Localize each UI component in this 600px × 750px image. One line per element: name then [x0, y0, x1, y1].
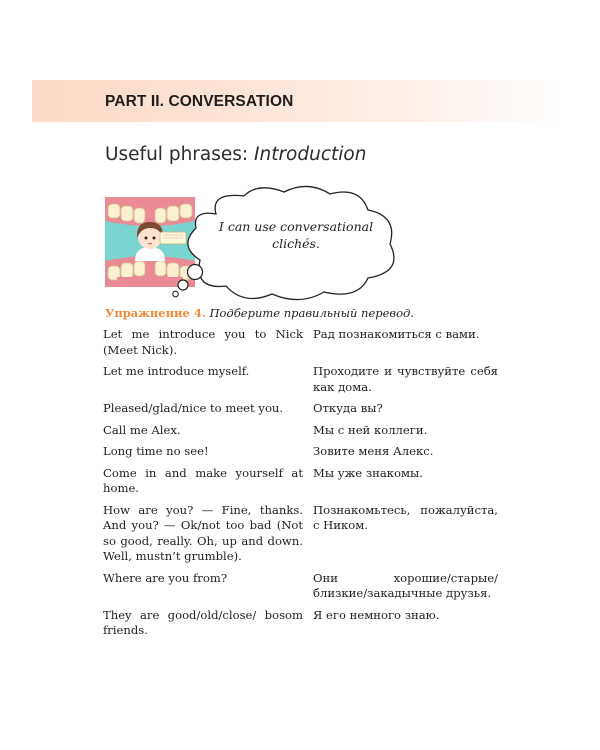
russian-translation: Мы уже знакомы.	[313, 465, 423, 480]
russian-translation: Я его немного знаю.	[313, 607, 440, 622]
russian-translation: Проходите и чувствуйте себя как дома.	[313, 364, 498, 394]
phrase-row	[103, 364, 498, 401]
russian-translation: Откуда вы?	[313, 401, 383, 415]
phrase-row	[103, 503, 498, 571]
russian-translation: Зовите меня Алекс.	[313, 444, 434, 458]
english-phrase: Long time no see!	[103, 444, 209, 458]
phrase-row	[103, 608, 498, 645]
english-phrase: Let me introduce myself.	[103, 364, 250, 378]
english-phrase: Call me Alex.	[103, 422, 181, 437]
phrase-row	[103, 444, 498, 466]
bubble-text: I can use conversational clichés.	[218, 219, 374, 251]
english-phrase: Pleased/glad/nice to meet you.	[103, 401, 284, 415]
phrase-row	[103, 327, 498, 364]
russian-translation: Рад познакомиться с вами.	[313, 327, 480, 341]
english-phrase: Let me introduce you to Nick (Meet Nick).	[103, 327, 303, 357]
exercise-task: Подберите правильный перевод.	[209, 306, 414, 320]
russian-translation: Познакомьтесь, пожалуйста, с Ником.	[313, 502, 498, 532]
phrase-row	[103, 466, 498, 503]
part-title: PART II. CONVERSATION	[105, 93, 294, 110]
section-title-italic: Introduction	[254, 144, 367, 165]
english-phrase: They are good/old/close/ bosom friends.	[103, 607, 303, 637]
russian-translation: Мы с ней коллеги.	[313, 422, 428, 437]
russian-translation: Они хорошие/старые/ близкие/закадычные друзья.	[313, 570, 498, 600]
english-phrase: Where are you from?	[103, 570, 228, 585]
phrase-row	[103, 571, 498, 608]
phrase-row	[103, 401, 498, 423]
phrases-table	[103, 327, 498, 645]
exercise-instruction	[105, 306, 414, 320]
english-phrase: Come in and make yourself at home.	[103, 465, 303, 495]
exercise-label: Упражнение 4.	[105, 306, 206, 320]
english-phrase: How are you? — Fine, thanks. And you? — Ok/not too bad (Not so good, really. Oh, up and down. Well, mustn’t grumble).	[103, 502, 303, 563]
section-title	[105, 144, 366, 165]
phrase-row	[103, 423, 498, 445]
section-title-regular: Useful phrases:	[105, 144, 255, 165]
